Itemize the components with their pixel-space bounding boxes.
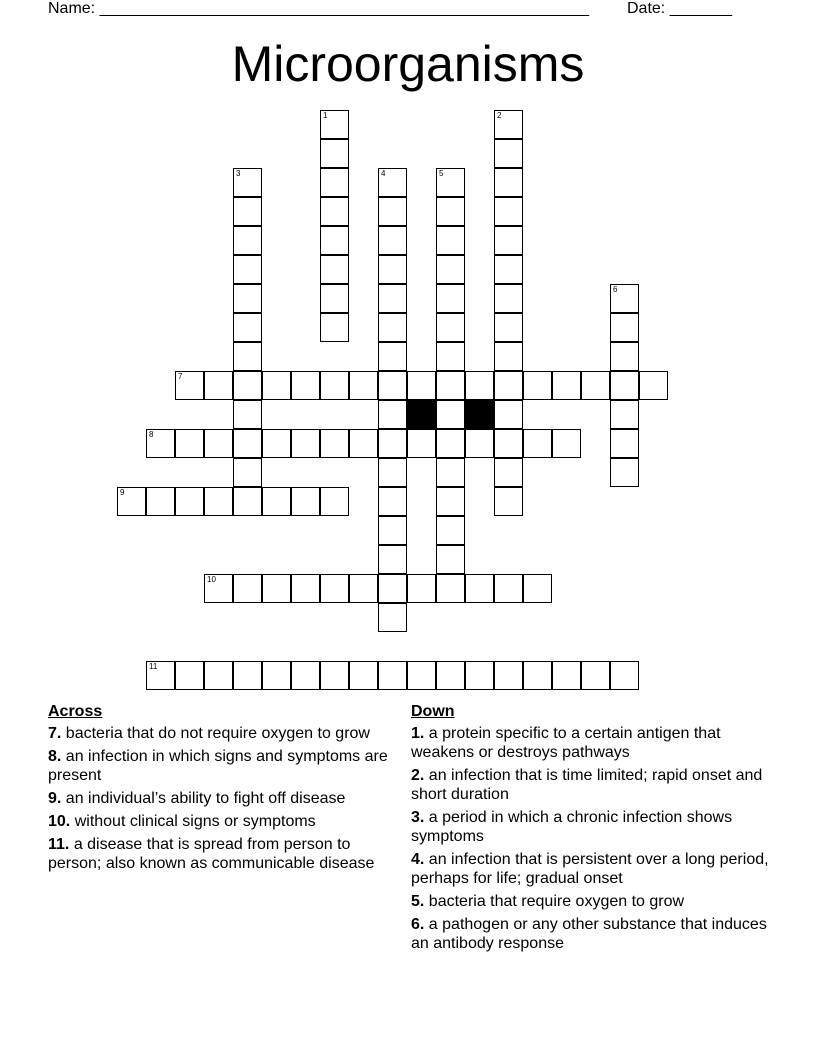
grid-cell[interactable] [320,313,349,342]
across-heading: Across [48,703,103,720]
clue-number-label: 3 [236,169,241,178]
grid-cell[interactable] [204,661,233,690]
grid-cell[interactable] [581,661,610,690]
clue-across [48,724,393,743]
grid-cell[interactable] [610,400,639,429]
grid-cell[interactable] [552,371,581,400]
grid-cell[interactable] [233,284,262,313]
clue-number-label: 1 [323,111,328,120]
clue-number-label: 11 [149,662,158,671]
grid-cell[interactable] [494,110,523,139]
block-cell [407,400,436,429]
clue-number: 4. [411,851,425,868]
clue-text: bacteria that require oxygen to grow [428,893,685,910]
grid-cell[interactable] [494,168,523,197]
grid-cell[interactable] [523,574,552,603]
clue-number: 11. [48,836,70,853]
clue-number-label: 4 [381,169,386,178]
grid-cell[interactable] [436,197,465,226]
grid-cell[interactable] [610,458,639,487]
grid-cell[interactable] [581,371,610,400]
grid-cell[interactable] [436,429,465,458]
grid-cell[interactable] [262,487,291,516]
grid-cell[interactable] [494,487,523,516]
grid-cell[interactable] [204,487,233,516]
grid-cell[interactable] [523,371,552,400]
grid-cell[interactable] [233,400,262,429]
clue-text: an individual’s ability to fight off disease [65,790,346,807]
clue-across [48,789,393,808]
grid-cell[interactable] [436,400,465,429]
grid-cell[interactable] [378,574,407,603]
block-cell [465,400,494,429]
grid-cell[interactable] [465,661,494,690]
grid-cell[interactable] [378,400,407,429]
grid-cell[interactable] [320,574,349,603]
grid-cell[interactable] [436,168,465,197]
grid-cell[interactable] [291,574,320,603]
grid-cell[interactable] [378,197,407,226]
name-field: Name: _______________________________________________________ [48,0,589,17]
grid-cell[interactable] [146,661,175,690]
grid-cell[interactable] [291,429,320,458]
grid-cell[interactable] [436,545,465,574]
grid-cell[interactable] [233,371,262,400]
grid-cell[interactable] [436,313,465,342]
clue-text: a disease that is spread from person to person; also known as communicable disease [48,836,375,872]
page-title: Microorganisms [231,36,585,92]
clue-number: 7. [48,725,62,742]
grid-cell[interactable] [436,458,465,487]
grid-cell[interactable] [320,487,349,516]
grid-cell[interactable] [407,429,436,458]
grid-cell[interactable] [175,487,204,516]
clue-down [411,850,773,888]
grid-cell[interactable] [494,342,523,371]
clue-down [411,766,773,804]
clue-across [48,747,393,785]
grid-cell[interactable] [494,139,523,168]
grid-cell[interactable] [436,574,465,603]
grid-cell[interactable] [233,429,262,458]
grid-cell[interactable] [291,371,320,400]
grid-cell[interactable] [378,458,407,487]
down-heading: Down [411,703,455,720]
grid-cell[interactable] [320,284,349,313]
grid-cell[interactable] [378,429,407,458]
grid-cell[interactable] [378,516,407,545]
clue-text: a period in which a chronic infection shows symptoms [411,809,733,845]
grid-cell[interactable] [204,429,233,458]
grid-cell[interactable] [117,487,146,516]
grid-cell[interactable] [320,255,349,284]
grid-cell[interactable] [233,255,262,284]
grid-cell[interactable] [262,429,291,458]
grid-cell[interactable] [436,226,465,255]
grid-cell[interactable] [349,661,378,690]
grid-cell[interactable] [262,661,291,690]
grid-cell[interactable] [378,371,407,400]
grid-cell[interactable] [610,342,639,371]
grid-cell[interactable] [378,342,407,371]
grid-cell[interactable] [320,139,349,168]
date-field: Date: _______ [627,0,732,17]
grid-cell[interactable] [378,545,407,574]
grid-cell[interactable] [233,574,262,603]
clue-text: a protein specific to a certain antigen that weakens or destroys pathways [411,725,721,761]
grid-cell[interactable] [407,574,436,603]
clue-down [411,808,773,846]
grid-cell[interactable] [233,342,262,371]
grid-cell[interactable] [175,429,204,458]
grid-cell[interactable] [262,574,291,603]
grid-cell[interactable] [610,313,639,342]
clue-number: 2. [411,767,425,784]
clue-number-label: 9 [120,488,125,497]
clue-number: 8. [48,748,62,765]
grid-cell[interactable] [320,226,349,255]
grid-cell[interactable] [494,284,523,313]
clue-number: 6. [411,916,425,933]
clue-across [48,835,393,873]
grid-cell[interactable] [378,226,407,255]
grid-cell[interactable] [494,661,523,690]
across-clues [48,702,393,877]
grid-cell[interactable] [610,661,639,690]
grid-cell[interactable] [552,429,581,458]
grid-cell[interactable] [407,371,436,400]
grid-cell[interactable] [610,284,639,313]
clue-text: bacteria that do not require oxygen to grow [65,725,370,742]
grid-cell[interactable] [436,342,465,371]
clue-text: an infection that is persistent over a long period, perhaps for life; gradual onset [411,851,769,887]
clue-number: 9. [48,790,62,807]
grid-cell[interactable] [494,197,523,226]
grid-cell[interactable] [204,574,233,603]
grid-cell[interactable] [436,371,465,400]
grid-cell[interactable] [146,487,175,516]
grid-cell[interactable] [494,226,523,255]
clue-down [411,724,773,762]
down-clues [411,702,773,957]
clue-text: a pathogen or any other substance that induces an antibody response [411,916,767,952]
grid-cell[interactable] [465,574,494,603]
grid-cell[interactable] [233,168,262,197]
clue-across [48,812,393,831]
grid-cell[interactable] [175,371,204,400]
grid-cell[interactable] [291,661,320,690]
grid-cell[interactable] [494,371,523,400]
grid-cell[interactable] [233,226,262,255]
grid-cell[interactable] [320,661,349,690]
clue-number-label: 2 [497,111,502,120]
grid-cell[interactable] [378,603,407,632]
grid-cell[interactable] [233,313,262,342]
grid-cell[interactable] [465,429,494,458]
grid-cell[interactable] [291,487,320,516]
grid-cell[interactable] [523,661,552,690]
grid-cell[interactable] [436,487,465,516]
grid-cell[interactable] [233,458,262,487]
grid-cell[interactable] [494,574,523,603]
grid-cell[interactable] [639,371,668,400]
grid-cell[interactable] [320,168,349,197]
clue-text: an infection that is time limited; rapid onset and short duration [411,767,763,803]
grid-cell[interactable] [378,284,407,313]
grid-cell[interactable] [233,661,262,690]
grid-cell[interactable] [320,110,349,139]
clue-number: 1. [411,725,425,742]
grid-cell[interactable] [349,429,378,458]
grid-cell[interactable] [349,574,378,603]
grid-cell[interactable] [378,313,407,342]
grid-cell[interactable] [378,661,407,690]
grid-cell[interactable] [494,400,523,429]
grid-cell[interactable] [494,313,523,342]
clue-number-label: 10 [207,575,216,584]
grid-cell[interactable] [494,255,523,284]
grid-cell[interactable] [320,371,349,400]
clue-number-label: 6 [613,285,618,294]
grid-cell[interactable] [349,371,378,400]
grid-cell[interactable] [378,168,407,197]
grid-cell[interactable] [610,429,639,458]
clue-text: without clinical signs or symptoms [74,813,316,830]
grid-cell[interactable] [146,429,175,458]
clue-down [411,892,773,911]
clue-down [411,915,773,953]
grid-cell[interactable] [436,284,465,313]
clue-number: 3. [411,809,425,826]
grid-cell[interactable] [436,661,465,690]
grid-cell[interactable] [494,458,523,487]
grid-cell[interactable] [320,197,349,226]
grid-cell[interactable] [320,429,349,458]
grid-cell[interactable] [175,661,204,690]
grid-cell[interactable] [552,661,581,690]
grid-cell[interactable] [204,371,233,400]
grid-cell[interactable] [233,487,262,516]
grid-cell[interactable] [436,516,465,545]
clue-text: an infection in which signs and symptoms are present [48,748,388,784]
grid-cell[interactable] [523,429,552,458]
grid-cell[interactable] [494,429,523,458]
clue-number: 10. [48,813,71,830]
grid-cell[interactable] [610,371,639,400]
grid-cell[interactable] [262,371,291,400]
grid-cell[interactable] [233,197,262,226]
grid-cell[interactable] [436,255,465,284]
clue-number-label: 7 [178,372,183,381]
grid-cell[interactable] [378,487,407,516]
clue-number-label: 8 [149,430,154,439]
grid-cell[interactable] [378,255,407,284]
clue-number-label: 5 [439,169,444,178]
grid-cell[interactable] [465,371,494,400]
clue-number: 5. [411,893,425,910]
grid-cell[interactable] [407,661,436,690]
